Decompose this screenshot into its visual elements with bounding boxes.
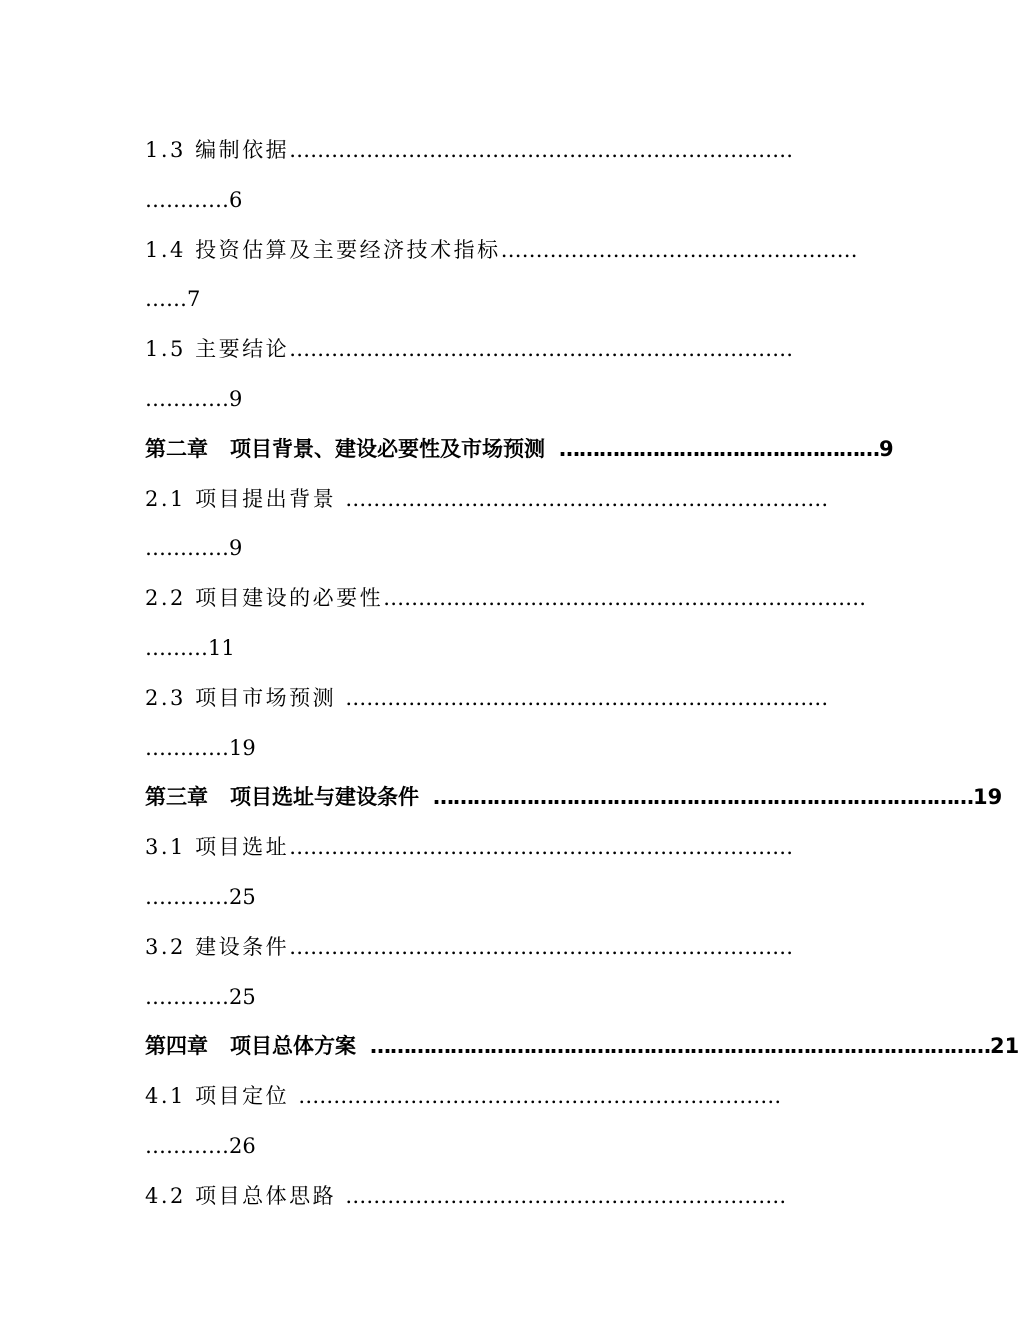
page-number: 19: [229, 735, 256, 760]
toc-entry-2-3-continuation: [145, 724, 805, 774]
leader-dots: …………………………………………………………………………………: [370, 1034, 990, 1059]
table-of-contents: [145, 126, 1019, 1222]
page-number: 25: [229, 884, 256, 909]
leader-dots: …………: [145, 1133, 229, 1158]
toc-entry-title: 4.1 项目定位: [145, 1084, 299, 1109]
leader-dots: …………: [145, 884, 229, 909]
toc-entry-1-5-continuation: [145, 375, 805, 425]
page-number: 6: [229, 187, 243, 212]
page-number: 9: [879, 436, 894, 461]
toc-entry-4-1[interactable]: [145, 1072, 805, 1122]
toc-entry-2-2[interactable]: [145, 574, 867, 624]
toc-entry-title: 1.3 编制依据: [145, 138, 290, 162]
page-number: 11: [208, 635, 235, 660]
toc-entry-2-2-continuation: [145, 624, 805, 674]
leader-dots: ………………………………………………………………: [289, 835, 794, 860]
leader-dots: ………………………………………………………………: [289, 934, 794, 959]
leader-dots: ……………………………………………………………: [345, 486, 829, 511]
leader-dots: …………: [145, 386, 229, 411]
chapter-title: 项目背景、建设必要性及市场预测: [230, 436, 545, 461]
leader-dots: …………: [145, 187, 229, 212]
toc-entry-title: 2.3 项目市场预测: [145, 685, 346, 710]
toc-entry-4-2[interactable]: [145, 1172, 805, 1222]
leader-dots: ……………………………………………………………: [298, 1084, 782, 1109]
toc-entry-title: 2.2 项目建设的必要性: [145, 586, 384, 611]
toc-entry-1-3[interactable]: [145, 126, 805, 176]
toc-entry-2-1[interactable]: [145, 475, 829, 525]
toc-entry-3-1-continuation: [145, 873, 805, 923]
page-number: 19: [973, 785, 1003, 810]
chapter-number: 第四章: [145, 1034, 208, 1059]
leader-dots: …………: [145, 735, 229, 760]
page-number: 26: [229, 1133, 256, 1158]
chapter-number: 第三章: [145, 785, 208, 810]
leader-dots: …………: [145, 536, 229, 561]
toc-chapter-2[interactable]: [145, 425, 894, 475]
leader-dots: ……………………………………………………………: [383, 586, 867, 611]
page-number: 21: [990, 1034, 1019, 1059]
toc-entry-1-4[interactable]: [145, 226, 858, 276]
leader-dots: …………………………………………: [559, 436, 879, 461]
chapter-number: 第二章: [145, 436, 208, 461]
toc-entry-3-1[interactable]: [145, 823, 805, 873]
toc-entry-1-5[interactable]: [145, 325, 805, 375]
leader-dots: ……: [145, 287, 187, 312]
leader-dots: ………………………………………………………………………: [433, 785, 973, 810]
toc-entry-title: 2.1 项目提出背景: [145, 486, 346, 511]
leader-dots: ………………………………………………………………: [289, 138, 794, 162]
toc-entry-3-2-continuation: [145, 973, 805, 1023]
toc-entry-4-1-continuation: [145, 1122, 805, 1172]
toc-entry-2-3[interactable]: [145, 674, 829, 724]
leader-dots: ………………………………………………………: [345, 1183, 787, 1208]
toc-entry-1-4-continuation: [145, 275, 805, 325]
toc-chapter-3[interactable]: [145, 773, 1003, 823]
page-number: 7: [187, 287, 201, 312]
toc-entry-1-3-continuation: [145, 176, 805, 226]
toc-entry-title: 3.2 建设条件: [145, 934, 290, 959]
page-number: 9: [229, 386, 243, 411]
leader-dots: …………: [145, 984, 229, 1009]
leader-dots: ……………………………………………: [500, 237, 858, 262]
toc-entry-title: 3.1 项目选址: [145, 835, 290, 860]
page-number: 9: [229, 536, 243, 561]
page-number: 25: [229, 984, 256, 1009]
leader-dots: ………: [145, 635, 208, 660]
toc-entry-title: 1.4 投资估算及主要经济技术指标: [145, 237, 501, 262]
chapter-title: 项目总体方案: [230, 1034, 356, 1059]
toc-entry-title: 1.5 主要结论: [145, 337, 290, 362]
toc-entry-3-2[interactable]: [145, 923, 805, 973]
toc-entry-2-1-continuation: [145, 524, 805, 574]
toc-chapter-4[interactable]: [145, 1022, 1019, 1072]
toc-entry-title: 4.2 项目总体思路: [145, 1183, 346, 1208]
chapter-title: 项目选址与建设条件: [230, 785, 419, 810]
leader-dots: ……………………………………………………………: [345, 685, 829, 710]
leader-dots: ………………………………………………………………: [289, 337, 794, 362]
